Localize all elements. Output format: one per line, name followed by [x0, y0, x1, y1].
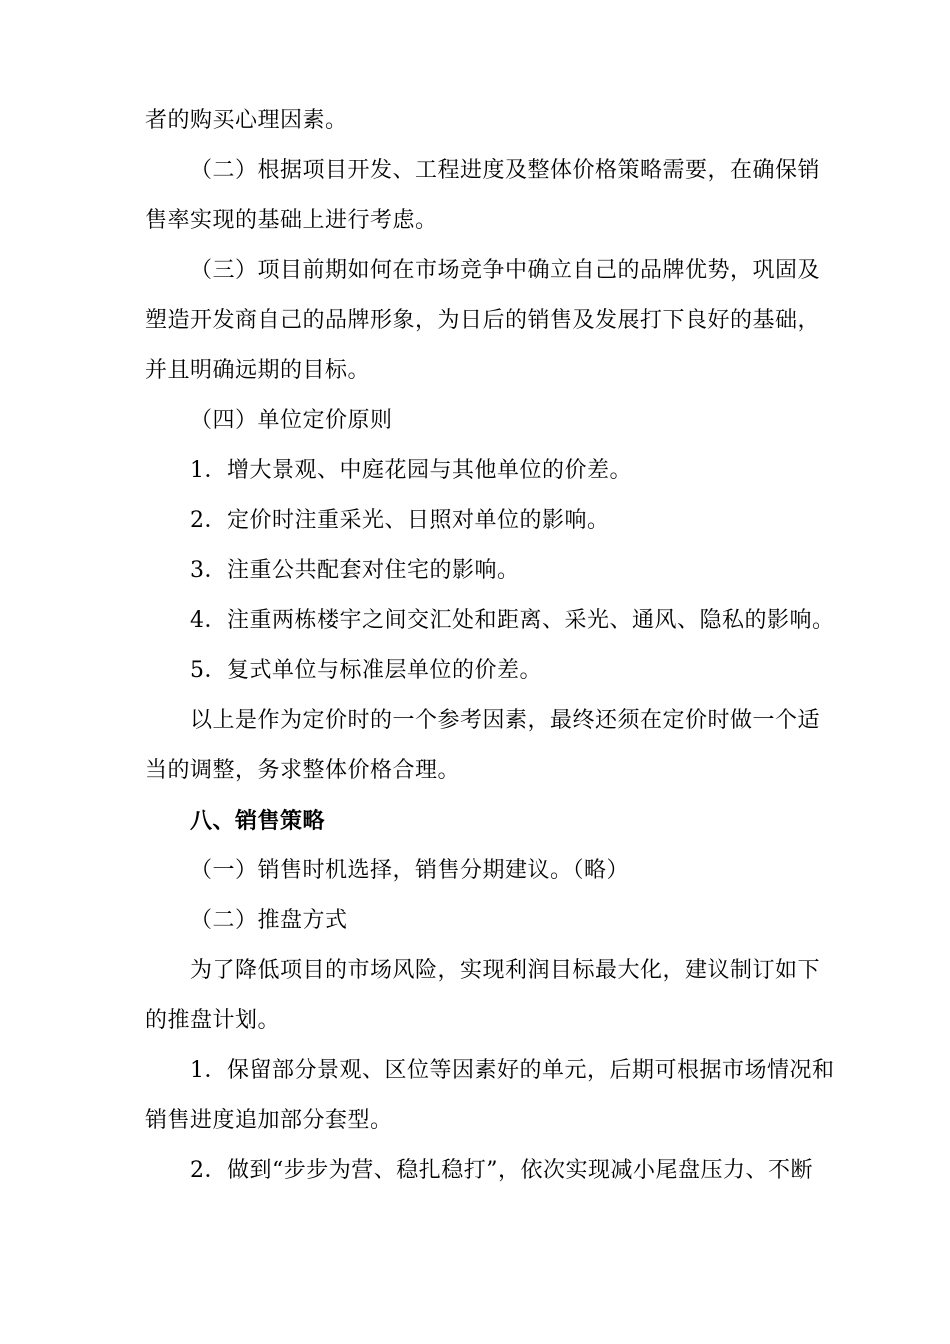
- list-item: 4．注重两栋楼宇之间交汇处和距离、采光、通风、隐私的影响。: [190, 608, 835, 633]
- text-line: 为了降低项目的市场风险，实现利润目标最大化，建议制订如下: [190, 958, 821, 983]
- list-item: 1．增大景观、中庭花园与其他单位的价差。: [190, 458, 632, 483]
- text-line: （二）推盘方式: [190, 908, 348, 933]
- text-line: （一）销售时机选择，销售分期建议。（略）: [190, 858, 630, 883]
- text-line: 者的购买心理因素。: [145, 108, 348, 133]
- list-item: 2．定价时注重采光、日照对单位的影响。: [190, 508, 610, 533]
- text-line: 的推盘计划。: [145, 1008, 281, 1033]
- text-line: （二）根据项目开发、工程进度及整体价格策略需要，在确保销: [190, 158, 821, 183]
- text-line: 售率实现的基础上进行考虑。: [145, 208, 438, 233]
- text-line: 当的调整，务求整体价格合理。: [145, 758, 461, 783]
- list-item: 2．做到“步步为营、稳扎稳打”，依次实现减小尾盘压力、不断: [190, 1158, 813, 1183]
- text-line: 并且明确远期的目标。: [145, 358, 371, 383]
- text-line: （三）项目前期如何在市场竞争中确立自己的品牌优势，巩固及: [190, 258, 821, 283]
- list-item: 3．注重公共配套对住宅的影响。: [190, 558, 520, 583]
- text-line: 销售进度追加部分套型。: [145, 1108, 393, 1133]
- list-item: 1．保留部分景观、区位等因素好的单元，后期可根据市场情况和: [190, 1058, 835, 1083]
- list-item: 5．复式单位与标准层单位的价差。: [190, 658, 542, 683]
- text-line: 以上是作为定价时的一个参考因素，最终还须在定价时做一个适: [190, 708, 821, 733]
- text-line: 塑造开发商自己的品牌形象，为日后的销售及发展打下良好的基础，: [145, 308, 821, 333]
- section-heading: 八、销售策略: [190, 808, 326, 834]
- text-line: （四）单位定价原则: [190, 408, 393, 433]
